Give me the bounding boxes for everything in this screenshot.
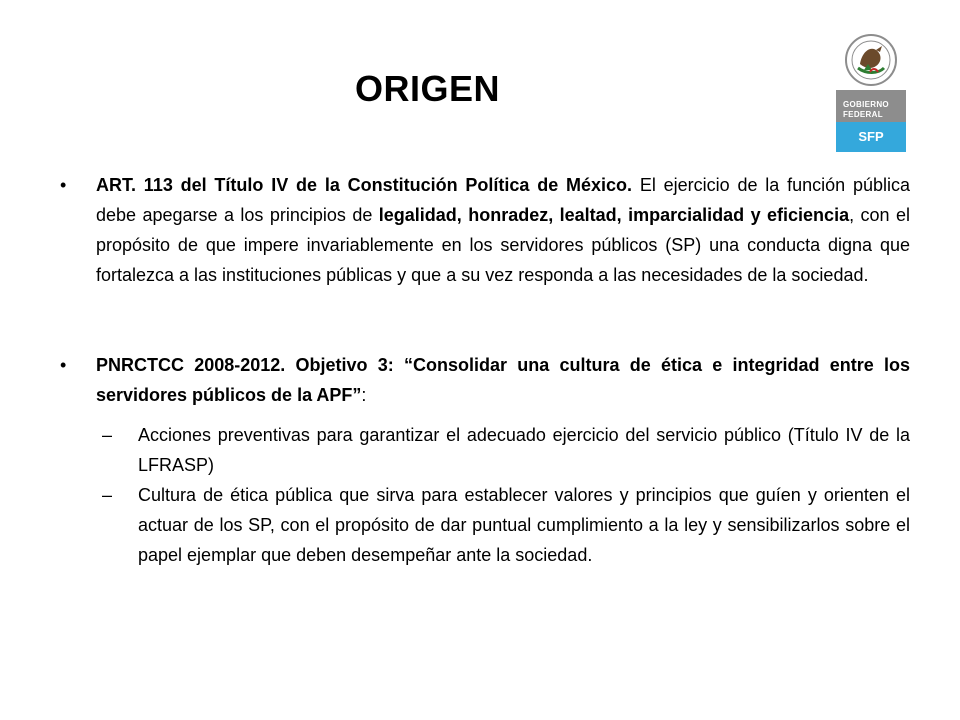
slide-title: ORIGEN <box>355 68 501 109</box>
sub-item-acciones <box>60 420 910 480</box>
sub-item-cultura <box>60 480 910 570</box>
bullet2-trail: : <box>361 385 367 405</box>
dash-icon: – <box>102 425 113 445</box>
bullet1-text2: , con el propósito de que impere invariablemente en los servidores públicos (SP) una conducta digna que fortalezca a las instituciones públicas y que a su vez responda a las necesidades de la sociedad. <box>96 205 910 285</box>
dash-icon: – <box>102 485 113 505</box>
sub-list <box>60 420 910 570</box>
sub-item-text: Acciones preventivas para garantizar el adecuado ejercicio del servicio público (Título IV de la LFRASP) <box>138 425 910 475</box>
coat-of-arms-icon <box>836 30 906 90</box>
sub-item-text: Cultura de ética pública que sirva para establecer valores y principios que guíen y orienten el actuar de los SP, con el propósito de dar puntual cumplimiento a la ley y sensibilizarlos sobre el papel ejemplar que deben desempeñar ante la sociedad. <box>138 485 910 565</box>
logo-text-gobierno: GOBIERNO <box>843 100 889 109</box>
bullet2-lead: PNRCTCC 2008-2012. Objetivo 3: “Consolidar una cultura de ética e integridad entre los servidores públicos de la APF” <box>96 355 910 405</box>
bullet-pnrctcc <box>60 350 910 410</box>
bullet1-text1: El ejercicio de la función pública debe apegarse a los principios de <box>96 175 910 225</box>
bullet1-lead: ART. 113 del Título IV de la Constitución Política de México. <box>96 175 633 195</box>
logo-sfp-badge: SFP <box>836 122 906 152</box>
bullet1-emphasis: legalidad, honradez, lealtad, imparcialidad y eficiencia <box>378 205 850 225</box>
bullet-article-113 <box>60 170 910 290</box>
bullet-icon: • <box>60 175 67 195</box>
logo-text-federal: FEDERAL <box>843 110 883 119</box>
bullet-icon: • <box>60 355 67 375</box>
gobierno-federal-sfp-logo <box>836 30 906 152</box>
slide-body <box>60 170 910 570</box>
